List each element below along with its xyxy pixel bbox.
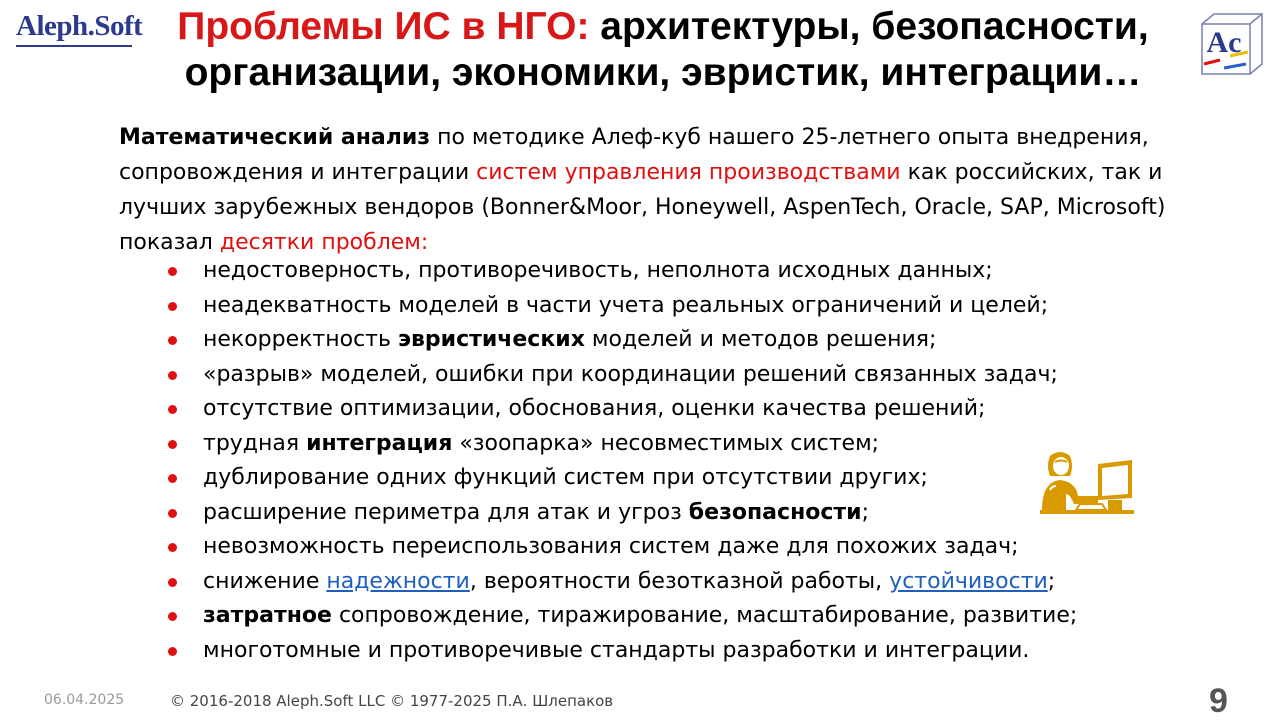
list-item (168, 461, 1168, 496)
bullet-bold: интеграция (306, 430, 453, 456)
intro-red2: десятки проблем: (219, 230, 429, 255)
bullet-post: ; (861, 499, 870, 525)
bullet-dot-icon (168, 509, 177, 518)
bullet-text: невозможность переиспользования систем даже для похожих задач; (203, 534, 1019, 559)
page-number: 9 (1209, 682, 1228, 720)
bullet-post: сопровождение, тиражирование, масштабирование, развитие; (331, 603, 1078, 628)
aleph-soft-logo: Aleph.Soft (16, 10, 143, 42)
footer-date: 06.04.2025 (44, 692, 125, 708)
bullet-pre: некорректность (203, 327, 398, 352)
bullet-bold: безопасности (688, 499, 862, 525)
intro-red1: систем управления производствами (476, 160, 901, 185)
title-red-part: Проблемы ИС в НГО: (177, 5, 590, 48)
title-line2: организации, экономики, эвристик, интеграции… (184, 51, 1142, 94)
list-item (168, 392, 1168, 427)
stability-link[interactable]: устойчивости (889, 568, 1048, 594)
bullet-text (203, 323, 936, 358)
problem-list (168, 254, 1168, 668)
bullet-dot-icon (168, 336, 177, 345)
bullet-dot-icon (168, 474, 177, 483)
reliability-link[interactable]: надежности (326, 568, 470, 594)
bullet-dot-icon (168, 371, 177, 380)
list-item (168, 565, 1168, 600)
bullet-dot-icon (168, 612, 177, 621)
bullet-text: многотомные и противоречивые стандарты разработки и интеграции. (203, 637, 1030, 663)
list-item (168, 323, 1168, 358)
list-item (168, 496, 1168, 531)
bullet-text: неадекватность моделей в части учета реальных ограничений и целей; (203, 292, 1049, 318)
bullet-text (203, 599, 1077, 634)
bullet-dot-icon (168, 267, 177, 276)
bullet-bold: затратное (203, 603, 332, 628)
bullet-mid: , вероятности безотказной работы, (469, 568, 890, 594)
intro-part1: по методике Алеф-куб нашего 25-летнего опыта внедрения, сопровождения и интеграции (119, 125, 1149, 185)
bullet-text (203, 496, 869, 531)
aleph-cube-logo-icon (1200, 12, 1264, 76)
list-item (168, 634, 1168, 669)
bullet-text: недостоверность, противоречивость, неполнота исходных данных; (203, 258, 993, 283)
list-item (168, 358, 1168, 393)
bullet-bold: эвристических (397, 327, 585, 352)
bullet-dot-icon (168, 302, 177, 311)
logo-underline (16, 45, 132, 47)
list-item (168, 289, 1168, 324)
bullet-pre: снижение (203, 568, 327, 594)
bullet-dot-icon (168, 647, 177, 656)
bullet-dot-icon (168, 405, 177, 414)
bullet-text (203, 427, 879, 462)
bullet-dot-icon (168, 578, 177, 587)
intro-paragraph (119, 120, 1169, 260)
list-item (168, 427, 1168, 462)
bullet-post: «зоопарка» несовместимых систем; (452, 430, 880, 456)
list-item (168, 530, 1168, 565)
intro-part2: как российских, так и лучших зарубежных вендоров (Bonner&Moor, Honeywell, AspenTech, Oracle, SAP, Microsoft) показал (119, 160, 1166, 255)
bullet-post: моделей и методов решения; (584, 327, 937, 352)
bullet-text: «разрыв» моделей, ошибки при координации решений связанных задач; (203, 361, 1058, 387)
footer-copyright: © 2016-2018 Aleph.Soft LLC © 1977-2025 П.А. Шлепаков (170, 692, 614, 710)
list-item (168, 254, 1168, 289)
person-at-computer-icon (1036, 450, 1136, 516)
bullet-dot-icon (168, 440, 177, 449)
intro-bold: Математический анализ (119, 125, 431, 150)
cube-letters: Ac (1206, 26, 1242, 59)
list-item (168, 599, 1168, 634)
bullet-pre: трудная (203, 430, 307, 456)
slide-title (128, 4, 1198, 96)
bullet-pre: расширение периметра для атак и угроз (203, 499, 689, 525)
bullet-text: отсутствие оптимизации, обоснования, оценки качества решений; (203, 396, 986, 421)
bullet-dot-icon (168, 543, 177, 552)
bullet-text: дублирование одних функций систем при отсутствии других; (203, 465, 928, 490)
bullet-text (203, 565, 1055, 600)
bullet-post: ; (1047, 568, 1056, 594)
title-line1-rest: архитектуры, безопасности, (589, 5, 1149, 48)
